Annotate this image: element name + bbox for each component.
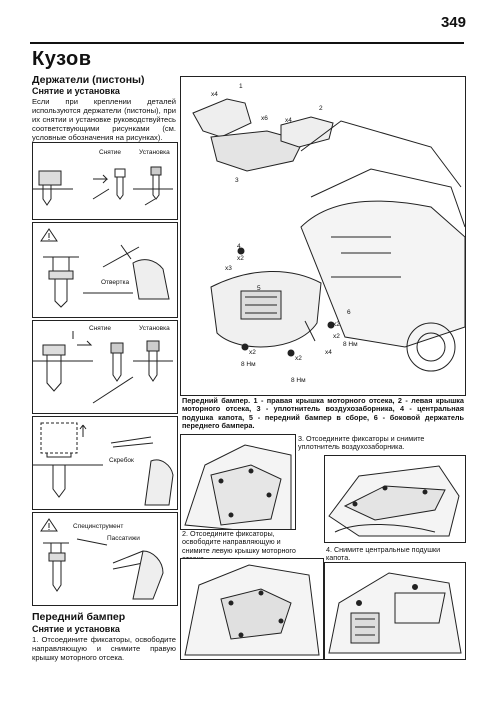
step2-text: 2. Отсоедините фиксаторы, освободите направляющую и снимите левую крышку моторного (182, 529, 296, 555)
torque-2: 8 Нм (241, 361, 256, 368)
qty-9: x2 (249, 349, 256, 356)
callout-2: 2 (319, 105, 323, 112)
step3-text: 3. Отсоедините фиксаторы и снимите уплотнитель воздухозаборника. (298, 434, 425, 452)
clip-fig1-label-remove: Снятие (99, 149, 122, 156)
step4-figure (324, 562, 466, 660)
qty-2: x6 (261, 115, 268, 122)
callout-4: 4 (237, 243, 241, 250)
qty-10: x2 (295, 355, 302, 362)
clip-figure-3 (32, 320, 178, 414)
clip-fig3-label-install: Установка (139, 325, 170, 332)
step4-text: 4. Снимите центральные подушки капота. (326, 545, 441, 563)
clip-fig1-label-install: Установка (139, 149, 170, 156)
clip-figure-4 (32, 416, 178, 510)
qty-1: x4 (211, 91, 218, 98)
clips-heading: Держатели (пистоны) (32, 74, 145, 86)
clips-subheading: Снятие и установка (32, 86, 120, 96)
clip-fig2-label-screwdriver: Отвертка (101, 279, 130, 286)
clip-figure-2 (32, 222, 178, 318)
main-figure-caption: Передний бампер. 1 - правая крышка моторного отсека, 2 - левая крышка моторного отсека, 3 - уплотнитель воздухозаборника, 4 - центральная подушка капота, 5 - передний бампер в сборе, 6 - боковой держатель переднего бампера. (182, 396, 464, 431)
clip-fig5-label-pliers: Пассатижи (107, 535, 140, 542)
page-number: 349 (440, 14, 466, 31)
step2-figure (180, 434, 296, 530)
qty-7: x2 (333, 333, 340, 340)
callout-5: 5 (257, 285, 261, 292)
qty-3: x4 (285, 117, 292, 124)
qty-5: x2 (237, 255, 244, 262)
clip-fig3-label-remove: Снятие (89, 325, 112, 332)
bumper-subheading: Снятие и установка (32, 624, 120, 634)
qty-4: x3 (225, 265, 232, 272)
clip-figure-5 (32, 512, 178, 606)
callout-1: 1 (239, 83, 243, 90)
callout-6: 6 (347, 309, 351, 316)
bumper-step-1: 1. Отсоедините фиксаторы, освободите направляющую и снимите правую крышку моторного отсека. (32, 635, 176, 662)
callout-3: 3 (235, 177, 239, 184)
bumper-heading: Передний бампер (32, 611, 126, 623)
clip-fig4-label-scraper: Скребок (109, 457, 134, 464)
section-title: Кузов (32, 48, 92, 70)
step3-figure (324, 455, 466, 543)
step1-figure (180, 558, 324, 660)
clip-figure-1 (32, 142, 178, 220)
header-rule (30, 42, 464, 44)
qty-8: x4 (325, 349, 332, 356)
main-bumper-figure (180, 76, 466, 396)
clips-intro: Если при креплении деталей используются держатели (пистоны), при их снятии и установке руководствуйтесь соответствующими рисунками (см. условные обозначения на рисунках). (32, 97, 176, 142)
qty-6: x2 (333, 321, 340, 328)
torque-3: 8 Нм (291, 377, 306, 384)
clip-fig5-label-special-tool: Специнструмент (73, 523, 124, 530)
torque-1: 8 Нм (343, 341, 358, 348)
